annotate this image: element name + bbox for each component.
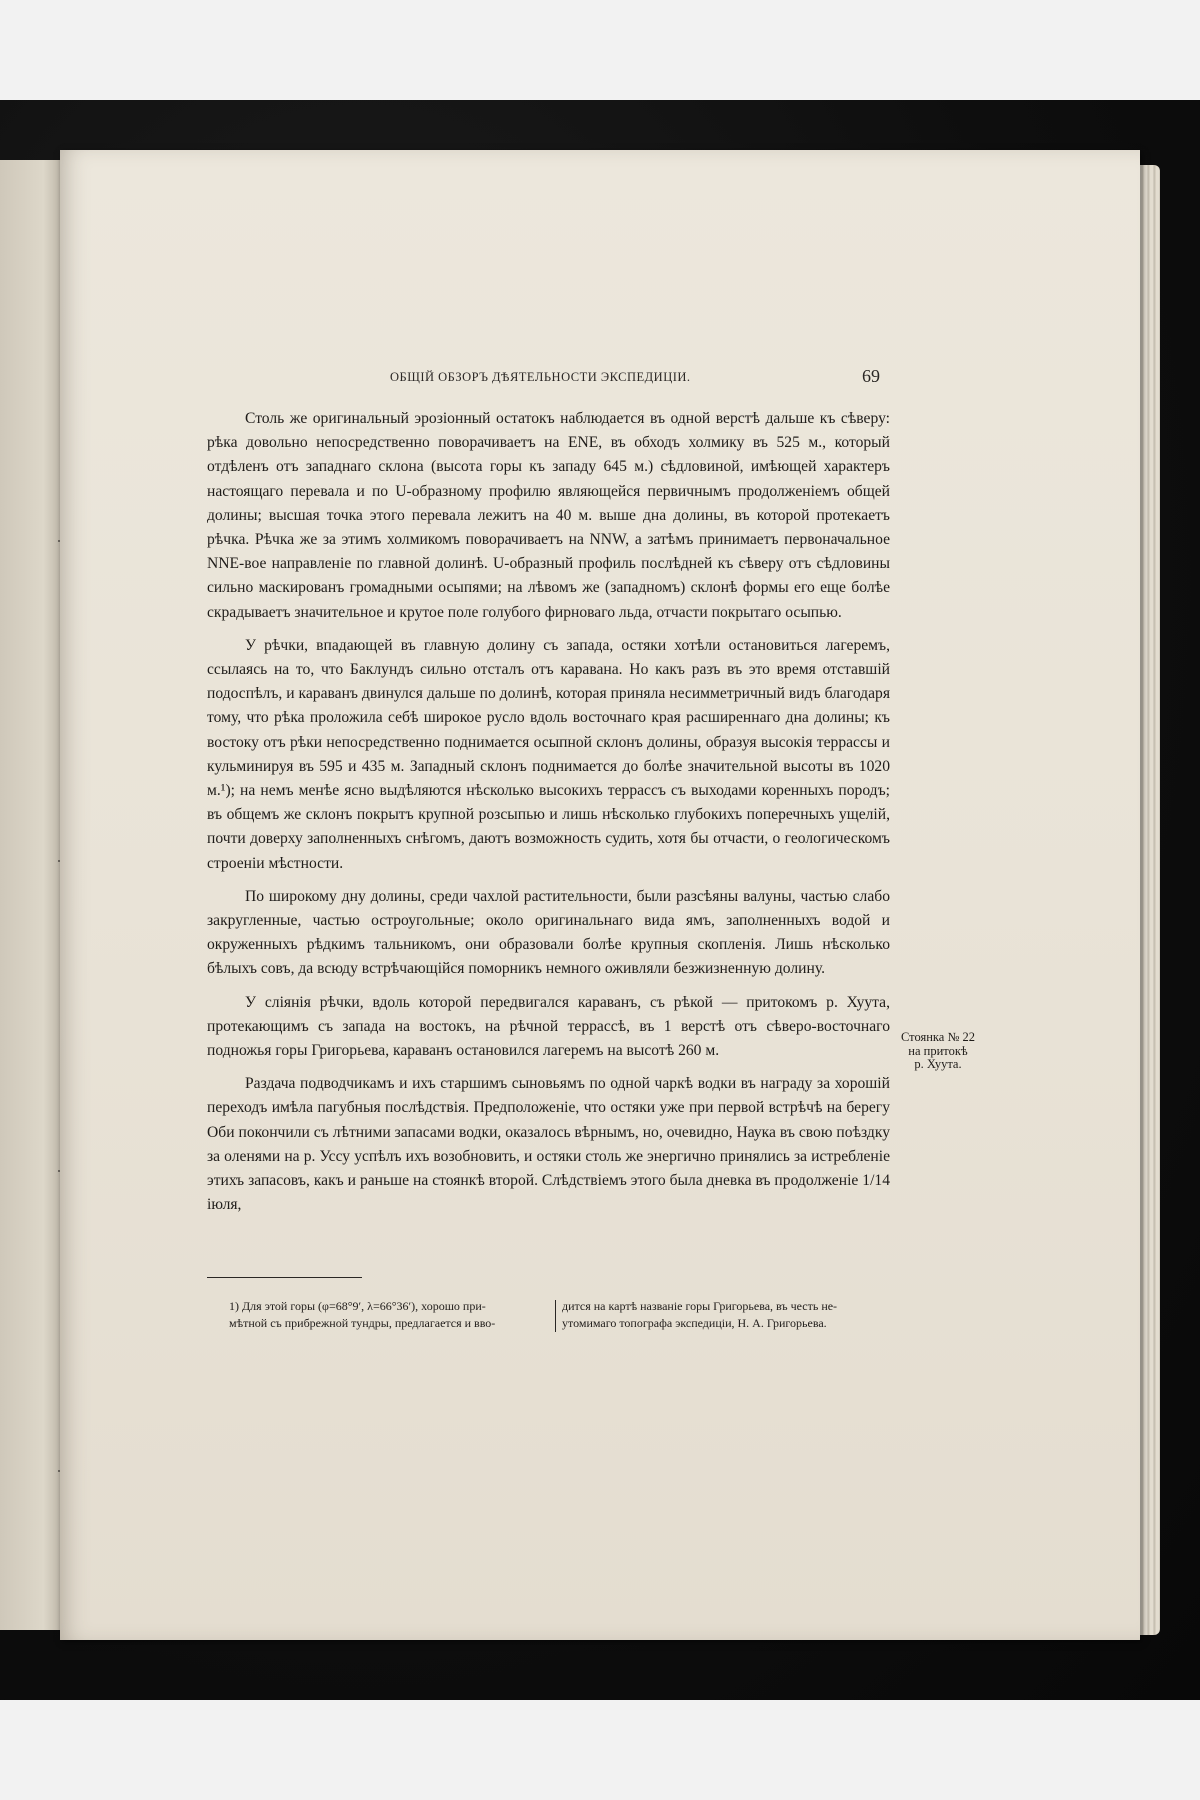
margin-note-line: р. Хуута. xyxy=(914,1057,962,1071)
footnote-left-column xyxy=(229,1298,554,1332)
footnote-line: мѣтной съ прибрежной тундры, предлагается и вво- xyxy=(229,1316,496,1330)
top-margin-band xyxy=(0,0,1200,100)
left-page-edge xyxy=(0,160,63,1630)
margin-note-line: на притокѣ xyxy=(908,1043,968,1058)
paragraph: У сліянія рѣчки, вдоль которой передвигался караванъ, съ рѣкой — притокомъ р. Хуута, протекающимъ съ запада на востокъ, на рѣчной террассѣ, въ 1 верстѣ отъ сѣверо-восточнаго подножья горы Григорьева, караванъ остановился лагеремъ на высотѣ 260 м. xyxy=(207,993,890,1060)
paragraph: У рѣчки, впадающей въ главную долину съ запада, остяки хотѣли остановиться лагеремъ, ссылаясь на то, что Баклундъ сильно отсталъ отъ каравана. Но какъ разъ въ это время отставшій подоспѣлъ, и караванъ двинулся дальше по долинѣ, которая приняла несимметричный видъ благодаря тому, что рѣка проложила себѣ широкое русло вдоль восточнаго края расширеннаго дна долины; къ востоку отъ рѣки непосредственно поднимается осыпной склонъ долины, образуя высокія террассы и кульминируя въ 595 и 435 м. Западный склонъ поднимается до болѣе значительной высоты въ 1020 м.¹); на немъ менѣе ясно выдѣляются нѣсколько высокихъ террассъ съ выходами коренныхъ породъ; въ общемъ же склонъ покрытъ крупной розсыпью и лишь нѣсколько глубокихъ поперечныхъ ущелій, почти доверху заполненныхъ снѣгомъ, даютъ возможность судить, хотя бы отчасти, о геологическомъ строеніи мѣстности. xyxy=(207,636,890,872)
footnote-line: дится на картѣ названіе горы Григорьева, въ честь не- xyxy=(562,1299,838,1313)
paragraph: По широкому дну долины, среди чахлой растительности, были разсѣяны валуны, частью слабо закругленные, частью остроугольные; около оригинальнаго вида ямъ, заполненныхъ водой и окруженныхъ рѣдкимъ тальникомъ, они образовали болѣе крупныя скопленія. Лишь нѣсколько бѣлыхъ совъ, да всюду встрѣчающійся поморникъ немного оживляли безжизненную долину. xyxy=(207,887,890,978)
footnote-line: 1) Для этой горы (φ=68°9′, λ=66°36′), хорошо при- xyxy=(229,1299,486,1313)
paragraph: Раздача подводчикамъ и ихъ старшимъ сыновьямъ по одной чаркѣ водки въ награду за хорошій переходъ имѣла пагубныя послѣдствія. Предположеніе, что остяки уже при первой встрѣчѣ на берегу Оби покончили съ лѣтними запасами водки, оказалось вѣрнымъ, но, очевидно, Наука въ свою поѣздку за оленями на р. Уссу успѣлъ ихъ возобновить, и остяки столь же энергично принялись за истребленіе этихъ запасовъ, какъ и раньше на стоянкѣ второй. Слѣдствіемъ этого была дневка въ продолженіе 1/14 іюля, xyxy=(207,1075,890,1214)
running-header: ОБЩІЙ ОБЗОРЪ ДѢЯТЕЛЬНОСТИ ЭКСПЕДИЦІИ. xyxy=(390,370,691,384)
bottom-margin-band xyxy=(0,1700,1200,1800)
body-text xyxy=(207,407,890,1227)
margin-note xyxy=(893,1031,983,1072)
paragraph: Столь же оригинальный эрозіонный остатокъ наблюдается въ одной верстѣ дальше къ сѣверу: рѣка довольно непосредственно поворачиваетъ на ENE, въ обходъ холмику въ 525 м., который отдѣленъ отъ западнаго склона (высота горы къ западу 645 м.) сѣдловиной, имѣющей характеръ настоящаго перевала и по U-образному профилю являющейся первичнымъ продолженіемъ общей долины; высшая точка этого перевала лежитъ на 40 м. выше дна долины, въ которой протекаетъ рѣчка. Рѣчка же за этимъ холмикомъ поворачиваетъ на NNW, а затѣмъ принимаетъ первоначальное NNE-вое направленіе по главной долинѣ. U-образный профиль послѣдней къ сѣверу отъ сѣдловины сильно маскированъ громадными осыпями; на лѣвомъ же (западномъ) склонѣ формы его еще болѣе скрадываетъ значительное и крутое поле голубого фирноваго льда, отчасти покрытаго осыпью. xyxy=(207,410,890,621)
footnote-rule xyxy=(207,1277,362,1278)
footnote-line: утомимаго топографа экспедиціи, Н. А. Григорьева. xyxy=(562,1316,827,1330)
footnote-right-column xyxy=(562,1298,890,1332)
page-number: 69 xyxy=(862,366,880,386)
margin-note-line: Стоянка № 22 xyxy=(900,1030,976,1044)
footnote-divider xyxy=(555,1300,556,1332)
